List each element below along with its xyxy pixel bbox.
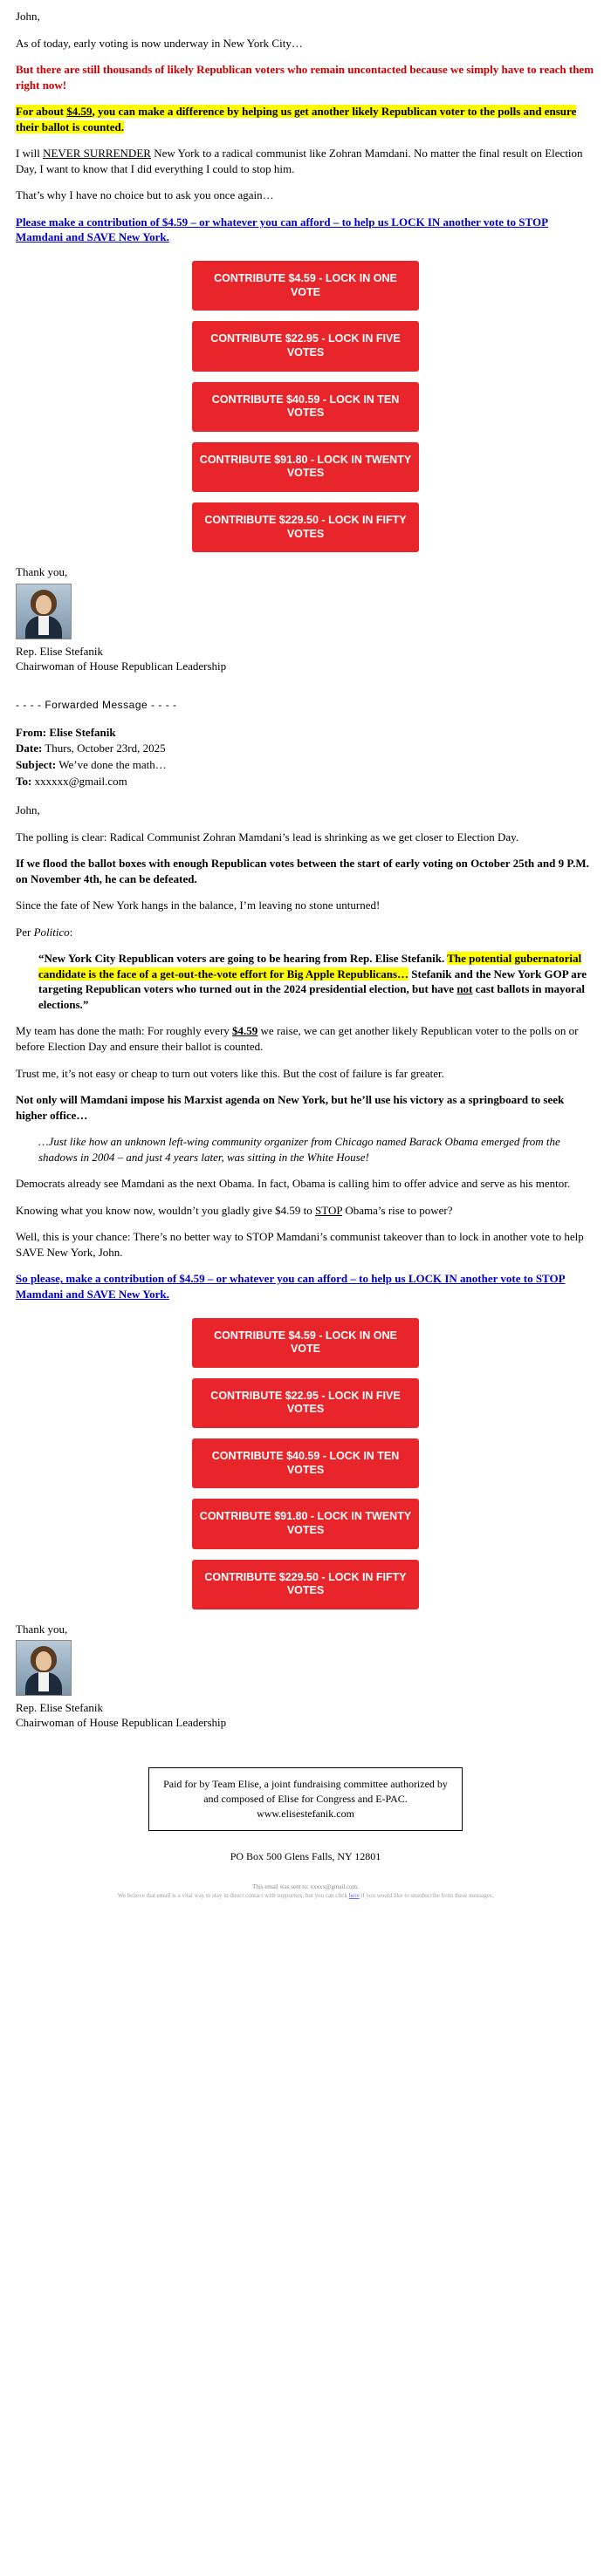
knowing-stop-emphasis: STOP xyxy=(315,1203,343,1217)
fwd-paragraph-polling: The polling is clear: Radical Communist Zohran Mamdani’s lead is shrinking as we get closer to Election Day. xyxy=(16,830,519,844)
ask-rest: , you can make a difference by helping us get another likely Republican voter to the polls and ensure their ballot is counted. xyxy=(16,105,577,133)
paragraph-never-surrender xyxy=(16,146,595,176)
unsubscribe-line xyxy=(0,1891,611,1901)
contribute-button-five-votes-fwd[interactable]: CONTRIBUTE $22.95 - LOCK IN FIVE VOTES xyxy=(192,1378,419,1428)
quote-not-emphasis: not xyxy=(457,982,473,996)
math-amount: $4.59 xyxy=(232,1024,258,1038)
contribute-button-fifty-votes-fwd[interactable]: CONTRIBUTE $229.50 - LOCK IN FIFTY VOTES xyxy=(192,1560,419,1609)
header-to-label: To: xyxy=(16,775,32,789)
paragraph-donate-link xyxy=(16,215,595,245)
never-surrender-prefix: I will xyxy=(16,147,44,161)
avatar-elise-stefanik-primary xyxy=(16,584,72,639)
never-surrender-emphasis: NEVER SURRENDER xyxy=(43,147,151,161)
per-label: Per xyxy=(16,925,34,939)
contribute-button-one-vote-fwd[interactable]: CONTRIBUTE $4.59 - LOCK IN ONE VOTE xyxy=(192,1318,419,1368)
signature-name-primary: Rep. Elise Stefanik xyxy=(16,644,104,658)
paragraph-ask-again: That’s why I have no choice but to ask you once again… xyxy=(16,188,274,202)
forwarded-message-headers xyxy=(16,725,595,790)
header-from-value: Elise Stefanik xyxy=(49,725,116,739)
fwd-paragraph-your-chance: Well, this is your chance: There’s no better way to STOP Mamdani’s communist takeover than to lock in another vote to help SAVE New York, John. xyxy=(16,1230,584,1259)
fwd-paragraph-flood-ballots: If we flood the ballot boxes with enough Republican votes between the start of early voting on October 25th and 9 P.M. on November 4th, he can be defeated. xyxy=(16,857,589,885)
header-from-label: From: xyxy=(16,725,47,739)
contribute-button-five-votes[interactable]: CONTRIBUTE $22.95 - LOCK IN FIVE VOTES xyxy=(192,321,419,371)
thank-you-primary: Thank you, xyxy=(16,565,68,579)
header-subject-value: We’ve done the math… xyxy=(58,758,167,772)
unsubscribe-link[interactable]: here xyxy=(348,1892,360,1900)
unsubscribe-block xyxy=(0,1882,611,1908)
signature-title-primary: Chairwoman of House Republican Leadership xyxy=(16,659,227,673)
contribute-button-ten-votes[interactable]: CONTRIBUTE $40.59 - LOCK IN TEN VOTES xyxy=(192,382,419,432)
mailing-address: PO Box 500 Glens Falls, NY 12801 xyxy=(230,1849,381,1862)
header-date xyxy=(16,741,595,757)
fwd-paragraph-knowing-now xyxy=(16,1203,595,1219)
paragraph-highlight-ask xyxy=(16,104,595,134)
ask-prefix: For about xyxy=(16,105,67,119)
header-from xyxy=(16,725,595,741)
donate-link-forwarded[interactable]: So please, make a contribution of $4.59 – or whatever you can afford – to help us LOCK IN another vote to STOP Mamdani and SAVE New York. xyxy=(16,1272,566,1301)
header-date-value: Thurs, October 23rd, 2025 xyxy=(45,741,166,755)
email-footer xyxy=(0,1767,611,1907)
signature-title-forwarded: Chairwoman of House Republican Leadership xyxy=(16,1716,227,1730)
cta-button-group-forwarded xyxy=(16,1318,595,1609)
unsubscribe-text-b: if you would like to unsubscribe from these messages. xyxy=(359,1892,494,1900)
fwd-paragraph-cost-of-failure: Trust me, it’s not easy or cheap to turn out voters like this. But the cost of failure is far greater. xyxy=(16,1066,444,1080)
fwd-paragraph-math xyxy=(16,1023,595,1054)
math-rest: we raise, we can get another likely Republican voter to the polls on or before Election Day and ensure their ballot is counted. xyxy=(16,1024,579,1053)
contribute-button-fifty-votes[interactable]: CONTRIBUTE $229.50 - LOCK IN FIFTY VOTES xyxy=(192,502,419,552)
header-to xyxy=(16,774,595,790)
politico-source: Politico xyxy=(33,925,70,939)
fwd-paragraph-obama-analogy: …Just like how an unknown left-wing community organizer from Chicago named Barack Obama emerged from the shadows in 2004 – and just 4 years later, was sitting in the White House! xyxy=(38,1135,560,1164)
quote-part-a: “New York City Republican voters are going to be hearing from Rep. Elise Stefanik. xyxy=(38,952,448,966)
never-surrender-rest: New York to a radical communist like Zohran Mamdani. No matter the final result on Election Day, I want to know that I did everything I could to stop him. xyxy=(16,147,583,175)
greeting-line: John, xyxy=(16,10,40,23)
header-subject xyxy=(16,757,595,774)
quote-part-c: cast ballots in mayoral elections.” xyxy=(38,982,585,1011)
fwd-paragraph-per-politico xyxy=(16,925,595,940)
knowing-prefix: Knowing what you know now, wouldn’t you gladly give $4.59 to xyxy=(16,1203,316,1217)
sent-to-line: This email was sent to: xxxxx@gmail.com. xyxy=(252,1882,359,1890)
fwd-paragraph-no-stone: Since the fate of New York hangs in the balance, I’m leaving no stone unturned! xyxy=(16,899,381,912)
contribute-button-twenty-votes[interactable]: CONTRIBUTE $91.80 - LOCK IN TWENTY VOTES xyxy=(192,442,419,492)
fwd-paragraph-next-obama: Democrats already see Mamdani as the next Obama. In fact, Obama is calling him to offer advice and serve as his mentor. xyxy=(16,1177,571,1191)
per-colon: : xyxy=(69,925,73,939)
contribute-button-one-vote[interactable]: CONTRIBUTE $4.59 - LOCK IN ONE VOTE xyxy=(192,261,419,311)
knowing-rest: Obama’s rise to power? xyxy=(342,1203,453,1217)
ask-amount: $4.59 xyxy=(66,105,93,119)
email-primary-body xyxy=(0,9,611,1731)
header-date-label: Date: xyxy=(16,741,43,755)
quote-part-b: Stefanik and the New York GOP are targeting Republican voters who turned out in the 2024 presidential election, but have xyxy=(38,967,587,996)
politico-quote xyxy=(38,951,595,1012)
contribute-button-twenty-votes-fwd[interactable]: CONTRIBUTE $91.80 - LOCK IN TWENTY VOTES xyxy=(192,1499,419,1548)
fwd-paragraph-marxist-agenda: Not only will Mamdani impose his Marxist agenda on New York, but he’ll use his victory as a springboard to seek higher office… xyxy=(16,1093,565,1122)
header-to-value: xxxxxx@gmail.com xyxy=(34,775,127,789)
paragraph-early-voting: As of today, early voting is now underway in New York City… xyxy=(16,36,303,50)
quote-highlighted: The potential gubernatorial candidate is the face of a get-out-the-vote effort for Big Apple Republicans… xyxy=(38,952,582,981)
donate-link-primary[interactable]: Please make a contribution of $4.59 – or whatever you can afford – to help us LOCK IN another vote to STOP Mamdani and SAVE New York. xyxy=(16,215,549,244)
forwarded-message-divider: - - - - Forwarded Message - - - - xyxy=(16,698,177,711)
contribute-button-ten-votes-fwd[interactable]: CONTRIBUTE $40.59 - LOCK IN TEN VOTES xyxy=(192,1438,419,1488)
paragraph-uncontacted-alert: But there are still thousands of likely Republican voters who remain uncontacted because we simply have to reach them right now! xyxy=(16,63,594,92)
fwd-paragraph-donate-link xyxy=(16,1271,595,1302)
signature-name-forwarded: Rep. Elise Stefanik xyxy=(16,1701,104,1715)
signature-block-forwarded xyxy=(16,1701,595,1731)
signature-block-primary xyxy=(16,645,595,674)
thank-you-forwarded: Thank you, xyxy=(16,1622,68,1636)
avatar-elise-stefanik-forwarded xyxy=(16,1640,72,1696)
math-prefix: My team has done the math: For roughly every xyxy=(16,1024,233,1038)
cta-button-group-primary xyxy=(16,261,595,552)
paid-for-disclaimer: Paid for by Team Elise, a joint fundraising committee authorized by and composed of Elise for Congress and E-PAC. www.elisestefanik.com xyxy=(148,1767,463,1830)
fwd-greeting-line: John, xyxy=(16,803,40,817)
header-subject-label: Subject: xyxy=(16,758,57,772)
unsubscribe-text-a: We believe that email is a vital way to stay in direct contact with supporters, but you can click xyxy=(117,1892,349,1900)
